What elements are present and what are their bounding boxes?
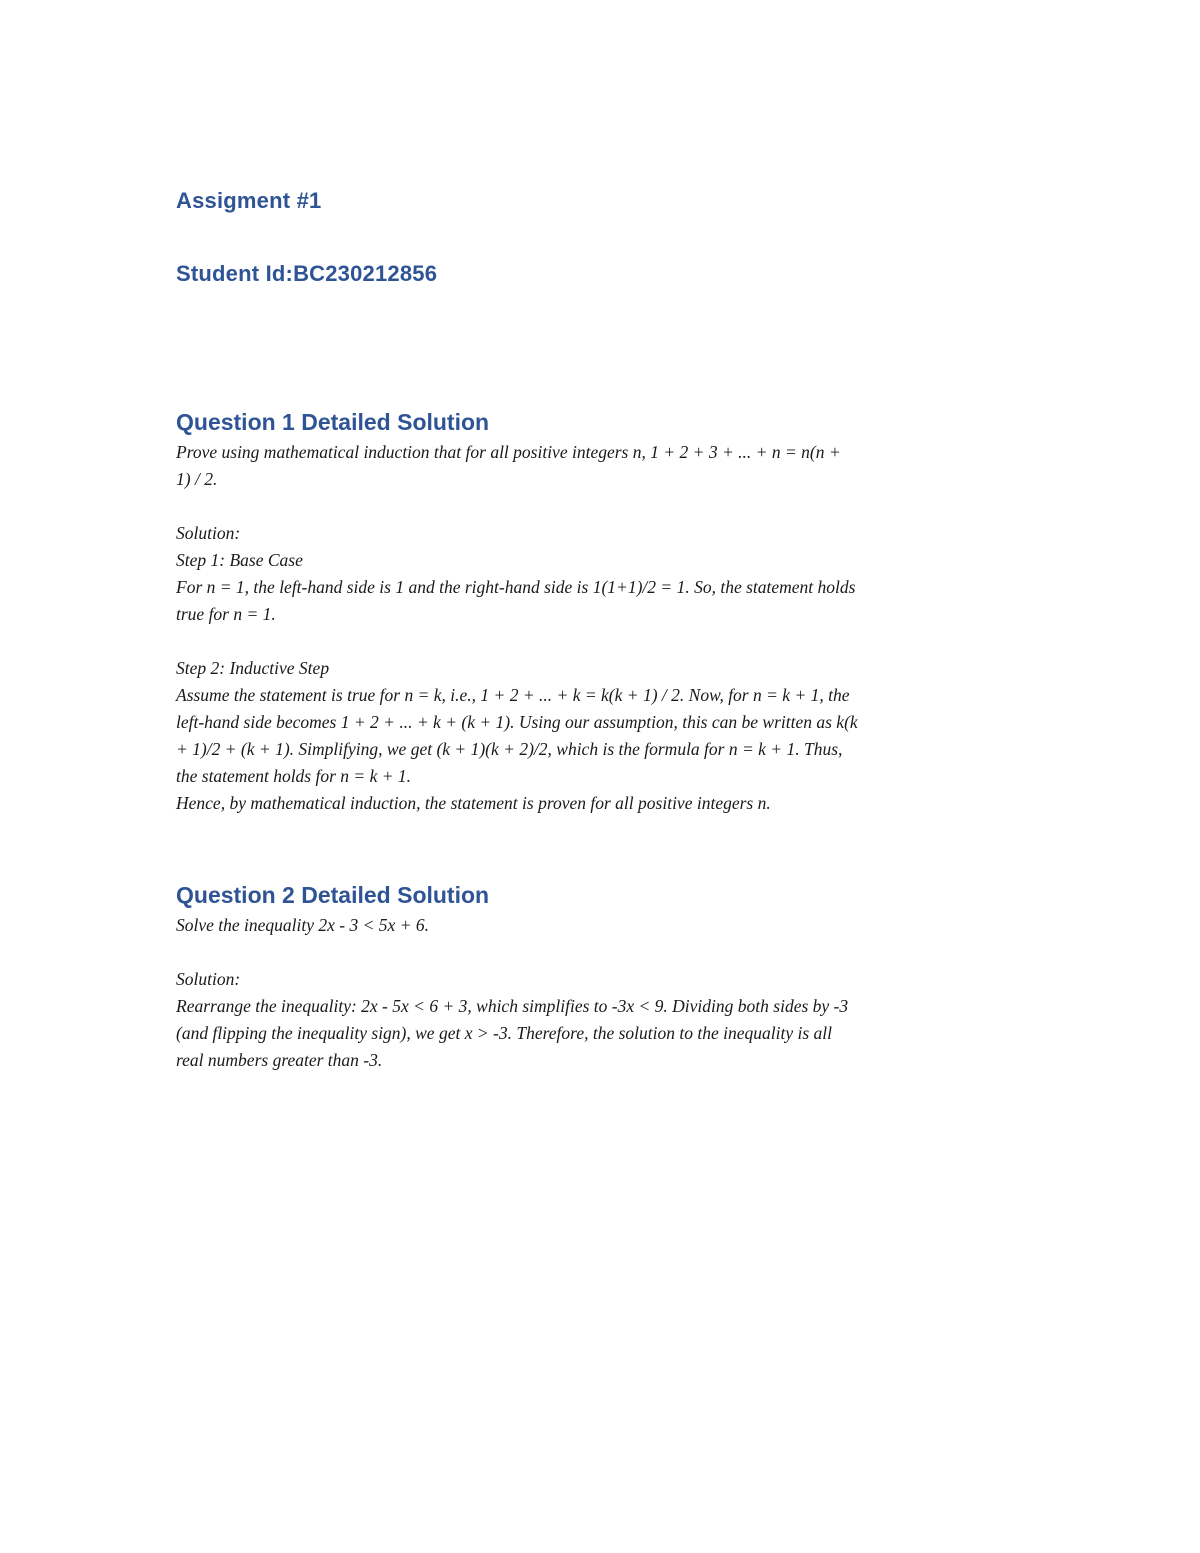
solution-label: Solution: xyxy=(176,523,241,543)
step-2-title: Step 2: Inductive Step xyxy=(176,658,330,678)
question-1-solution xyxy=(176,520,1036,817)
question-1-title: Question 1 Detailed Solution xyxy=(176,409,490,435)
question-1-prompt xyxy=(176,439,1036,493)
solution-line: (and flipping the inequality sign), we get x > -3. Therefore, the solution to the inequality is all xyxy=(176,1023,832,1043)
question-1-prompt-line: 1) / 2. xyxy=(176,469,218,489)
question-2-prompt xyxy=(176,912,1036,939)
question-2-solution xyxy=(176,966,1036,1074)
step-2-line: + 1)/2 + (k + 1). Simplifying, we get (k + 1)(k + 2)/2, which is the formula for n = k + 1. Thus, xyxy=(176,739,843,759)
question-2-title: Question 2 Detailed Solution xyxy=(176,882,490,908)
student-id: Student Id:BC230212856 xyxy=(176,261,438,286)
conclusion-line: Hence, by mathematical induction, the statement is proven for all positive integers n. xyxy=(176,793,771,813)
step-1-line: For n = 1, the left-hand side is 1 and the right-hand side is 1(1+1)/2 = 1. So, the statement holds xyxy=(176,577,856,597)
solution-line: Rearrange the inequality: 2x - 5x < 6 + 3, which simplifies to -3x < 9. Dividing both sides by -3 xyxy=(176,996,849,1016)
step-2-line: the statement holds for n = k + 1. xyxy=(176,766,412,786)
step-1-title: Step 1: Base Case xyxy=(176,550,303,570)
step-2-line: Assume the statement is true for n = k, i.e., 1 + 2 + ... + k = k(k + 1) / 2. Now, for n = k + 1, the xyxy=(176,685,850,705)
question-2-prompt-line: Solve the inequality 2x - 3 < 5x + 6. xyxy=(176,915,429,935)
assignment-title: Assigment #1 xyxy=(176,188,322,213)
step-1-line: true for n = 1. xyxy=(176,604,276,624)
question-1-prompt-line: Prove using mathematical induction that for all positive integers n, 1 + 2 + 3 + ... + n = n(n + xyxy=(176,442,841,462)
paragraph-gap xyxy=(176,628,1036,655)
solution-label: Solution: xyxy=(176,969,241,989)
solution-line: real numbers greater than -3. xyxy=(176,1050,383,1070)
step-2-line: left-hand side becomes 1 + 2 + ... + k + (k + 1). Using our assumption, this can be written as k(k xyxy=(176,712,858,732)
